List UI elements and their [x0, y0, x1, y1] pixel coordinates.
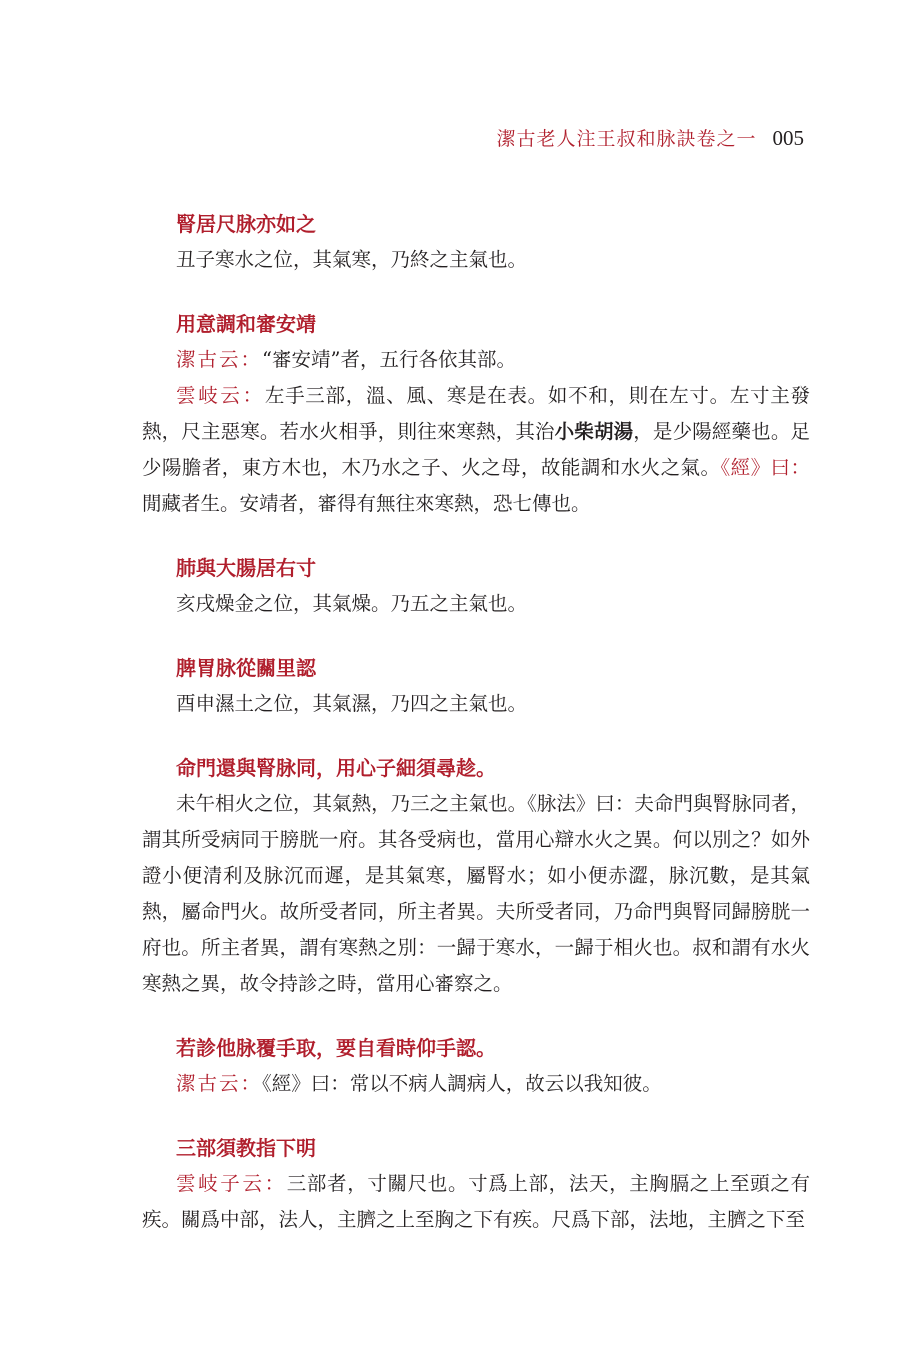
- section-3: [142, 550, 810, 622]
- commentary-text: 《經》曰：常以不病人調病人，故云以我知彼。: [262, 1072, 662, 1095]
- commentator-label: 雲岐子云：: [176, 1172, 287, 1195]
- commentary-text: 三部者，寸關尺也。寸爲上部，法天，主胸膈之上至頭之有疾。關爲中部，法人，主臍之上至胸之下有疾。尺爲下部，法地，主臍之下至: [142, 1172, 810, 1231]
- section-5: [142, 750, 810, 1002]
- verse-heading: 三部須教指下明: [176, 1136, 316, 1160]
- commentary-paragraph: 亥戌燥金之位，其氣燥。乃五之主氣也。: [176, 592, 528, 615]
- section-7: [142, 1130, 810, 1238]
- commentary-paragraph: 丑子寒水之位，其氣寒，乃終之主氣也。: [176, 248, 528, 271]
- verse-heading: 腎居尺脉亦如之: [176, 212, 316, 236]
- section-1: [142, 206, 810, 278]
- verse-heading: 脾胃脉從關里認: [176, 656, 316, 680]
- verse-heading: 命門還與腎脉同，用心子細須尋趁。: [176, 756, 496, 780]
- commentator-label: 潔古云：: [176, 348, 263, 371]
- verse-heading: 若診他脉覆手取，要自看時仰手認。: [176, 1036, 496, 1060]
- classic-quote-label: 《經》曰：: [720, 456, 810, 479]
- page-body: [142, 206, 810, 1266]
- commentary-text: 左手三部，溫、風、寒是在表。如不和，則在左寸。左寸主發熱，尺主惡寒。若水火相爭，則往來寒熱，其治: [142, 384, 810, 443]
- section-2: [142, 306, 810, 522]
- page-number: 005: [772, 126, 804, 150]
- section-4: [142, 650, 810, 722]
- commentary-paragraph: 未午相火之位，其氣熱，乃三之主氣也。《脉法》曰：夫命門與腎脉同者，謂其所受病同于膀胱一府。其各受病也，當用心辯水火之異。何以別之？如外證小便清利及脉沉而遲，是其氣寒，屬腎水；如小便赤澀，脉沉數，是其氣熱，屬命門火。故所受者同，所主者異。夫所受者同，乃命門與腎同歸膀胱一府也。所主者異，謂有寒熱之別：一歸于寒水，一歸于相火也。叔和謂有水火寒熱之異，故令持診之時，當用心審察之。: [142, 792, 810, 995]
- commentary-text: 閒藏者生。安靖者，審得有無往來寒熱，恐七傳也。: [142, 492, 591, 515]
- commentary-paragraph: [142, 1066, 810, 1102]
- commentator-label: 潔古云：: [176, 1072, 263, 1095]
- commentary-paragraph: [142, 342, 810, 378]
- commentary-text: ，是少陽經藥也。足少陽膽者，東方木也，木乃水之子、火之母，故能調和水火之氣。: [142, 420, 810, 479]
- commentary-paragraph: 酉申濕土之位，其氣濕，乃四之主氣也。: [176, 692, 528, 715]
- commentary-text: “審安靖”者，五行各依其部。: [262, 348, 516, 371]
- commentary-paragraph: [142, 378, 810, 522]
- formula-name: 小柴胡湯: [554, 420, 634, 443]
- running-header: [496, 124, 804, 151]
- running-title: 潔古老人注王叔和脉訣卷之一: [496, 128, 757, 150]
- section-6: [142, 1030, 810, 1102]
- verse-heading: 用意調和審安靖: [176, 312, 316, 336]
- commentator-label: 雲岐云：: [176, 384, 265, 407]
- verse-heading: 肺與大腸居右寸: [176, 556, 316, 580]
- commentary-paragraph: [142, 1166, 810, 1238]
